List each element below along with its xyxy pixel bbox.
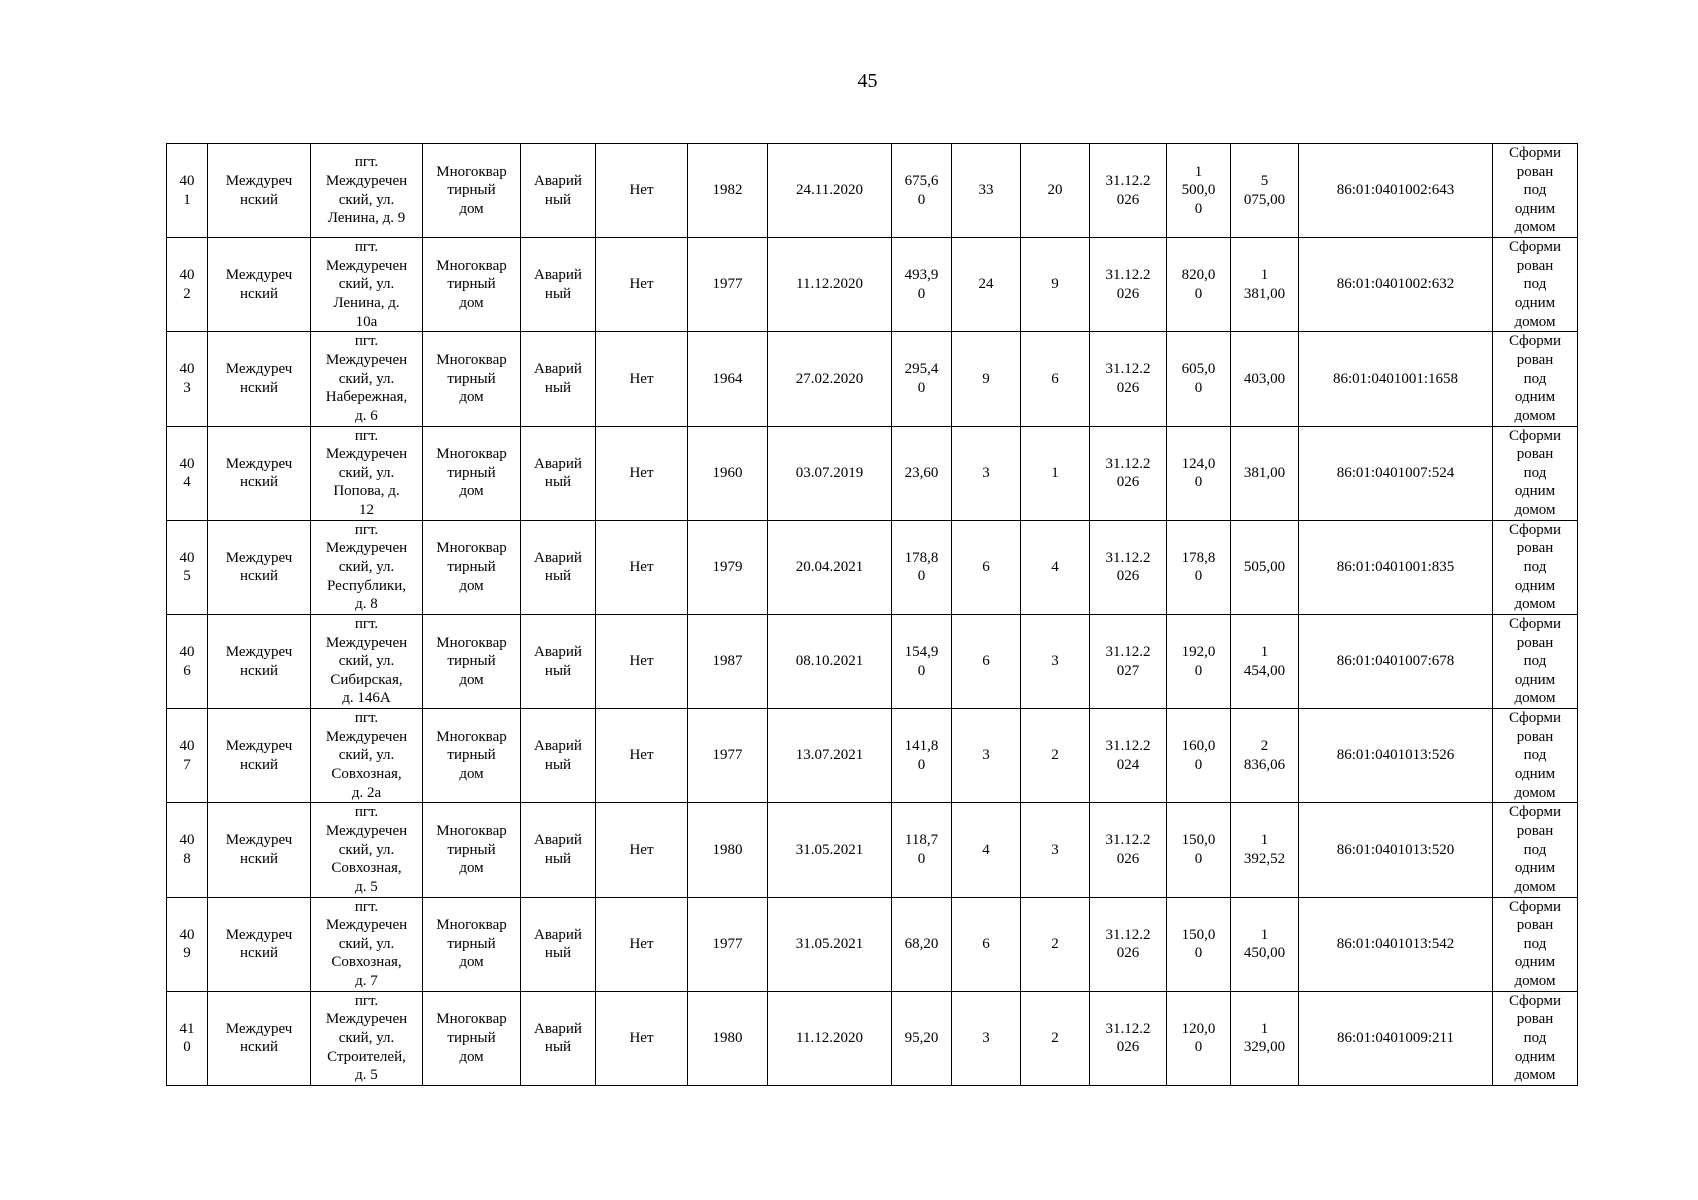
row-number-cell: 41 0 bbox=[167, 991, 208, 1085]
building-type-cell: Многоквар тирный дом bbox=[423, 332, 521, 426]
table-row bbox=[167, 991, 1578, 1085]
building-type-cell: Многоквар тирный дом bbox=[423, 709, 521, 803]
year-built-cell: 1977 bbox=[688, 238, 768, 332]
land-area-cell: 160,0 0 bbox=[1167, 709, 1231, 803]
flag-cell: Нет bbox=[596, 614, 688, 708]
cadastral-number-cell: 86:01:0401013:542 bbox=[1299, 897, 1493, 991]
apartments-cell: 2 bbox=[1021, 897, 1090, 991]
apartments-cell: 1 bbox=[1021, 426, 1090, 520]
area-cell: 141,8 0 bbox=[892, 709, 952, 803]
apartments-cell: 9 bbox=[1021, 238, 1090, 332]
year-built-cell: 1960 bbox=[688, 426, 768, 520]
building-type-cell: Многоквар тирный дом bbox=[423, 897, 521, 991]
cost-cell: 505,00 bbox=[1231, 520, 1299, 614]
building-type-cell: Многоквар тирный дом bbox=[423, 803, 521, 897]
condition-cell: Аварий ный bbox=[521, 238, 596, 332]
condition-cell: Аварий ный bbox=[521, 520, 596, 614]
district-cell: Междуреч нский bbox=[208, 614, 311, 708]
land-status-cell: Сформи рован под одним домом bbox=[1493, 709, 1578, 803]
flag-cell: Нет bbox=[596, 803, 688, 897]
table-row bbox=[167, 144, 1578, 238]
row-number-cell: 40 5 bbox=[167, 520, 208, 614]
address-cell: пгт. Междуречен ский, ул. Ленина, д. 9 bbox=[311, 144, 423, 238]
address-cell: пгт. Междуречен ский, ул. Строителей, д. 5 bbox=[311, 991, 423, 1085]
table-body bbox=[167, 144, 1578, 1086]
residents-cell: 6 bbox=[952, 520, 1021, 614]
land-status-cell: Сформи рован под одним домом bbox=[1493, 803, 1578, 897]
year-built-cell: 1980 bbox=[688, 991, 768, 1085]
residents-cell: 3 bbox=[952, 709, 1021, 803]
cost-cell: 1 381,00 bbox=[1231, 238, 1299, 332]
row-number-cell: 40 2 bbox=[167, 238, 208, 332]
condition-cell: Аварий ный bbox=[521, 991, 596, 1085]
recognition-date-cell: 11.12.2020 bbox=[768, 238, 892, 332]
address-cell: пгт. Междуречен ский, ул. Совхозная, д. 2а bbox=[311, 709, 423, 803]
year-built-cell: 1964 bbox=[688, 332, 768, 426]
address-cell: пгт. Междуречен ский, ул. Сибирская, д. 146А bbox=[311, 614, 423, 708]
table-row bbox=[167, 426, 1578, 520]
district-cell: Междуреч нский bbox=[208, 144, 311, 238]
deadline-cell: 31.12.2 026 bbox=[1090, 144, 1167, 238]
district-cell: Междуреч нский bbox=[208, 238, 311, 332]
cadastral-number-cell: 86:01:0401001:835 bbox=[1299, 520, 1493, 614]
flag-cell: Нет bbox=[596, 709, 688, 803]
residents-cell: 3 bbox=[952, 991, 1021, 1085]
deadline-cell: 31.12.2 024 bbox=[1090, 709, 1167, 803]
flag-cell: Нет bbox=[596, 332, 688, 426]
land-area-cell: 1 500,0 0 bbox=[1167, 144, 1231, 238]
district-cell: Междуреч нский bbox=[208, 520, 311, 614]
cadastral-number-cell: 86:01:0401002:632 bbox=[1299, 238, 1493, 332]
recognition-date-cell: 31.05.2021 bbox=[768, 803, 892, 897]
housing-registry-table bbox=[166, 143, 1578, 1086]
apartments-cell: 20 bbox=[1021, 144, 1090, 238]
cadastral-number-cell: 86:01:0401013:520 bbox=[1299, 803, 1493, 897]
flag-cell: Нет bbox=[596, 897, 688, 991]
year-built-cell: 1977 bbox=[688, 897, 768, 991]
address-cell: пгт. Междуречен ский, ул. Ленина, д. 10а bbox=[311, 238, 423, 332]
recognition-date-cell: 27.02.2020 bbox=[768, 332, 892, 426]
flag-cell: Нет bbox=[596, 991, 688, 1085]
condition-cell: Аварий ный bbox=[521, 897, 596, 991]
land-area-cell: 192,0 0 bbox=[1167, 614, 1231, 708]
address-cell: пгт. Междуречен ский, ул. Набережная, д. 6 bbox=[311, 332, 423, 426]
deadline-cell: 31.12.2 026 bbox=[1090, 897, 1167, 991]
area-cell: 295,4 0 bbox=[892, 332, 952, 426]
table-row bbox=[167, 614, 1578, 708]
table-row bbox=[167, 897, 1578, 991]
year-built-cell: 1980 bbox=[688, 803, 768, 897]
condition-cell: Аварий ный bbox=[521, 614, 596, 708]
address-cell: пгт. Междуречен ский, ул. Совхозная, д. 7 bbox=[311, 897, 423, 991]
building-type-cell: Многоквар тирный дом bbox=[423, 614, 521, 708]
cost-cell: 2 836,06 bbox=[1231, 709, 1299, 803]
deadline-cell: 31.12.2 026 bbox=[1090, 426, 1167, 520]
recognition-date-cell: 11.12.2020 bbox=[768, 991, 892, 1085]
area-cell: 675,6 0 bbox=[892, 144, 952, 238]
cadastral-number-cell: 86:01:0401013:526 bbox=[1299, 709, 1493, 803]
recognition-date-cell: 31.05.2021 bbox=[768, 897, 892, 991]
deadline-cell: 31.12.2 027 bbox=[1090, 614, 1167, 708]
land-status-cell: Сформи рован под одним домом bbox=[1493, 238, 1578, 332]
land-status-cell: Сформи рован под одним домом bbox=[1493, 332, 1578, 426]
apartments-cell: 6 bbox=[1021, 332, 1090, 426]
table-row bbox=[167, 238, 1578, 332]
land-status-cell: Сформи рован под одним домом bbox=[1493, 897, 1578, 991]
district-cell: Междуреч нский bbox=[208, 897, 311, 991]
condition-cell: Аварий ный bbox=[521, 332, 596, 426]
address-cell: пгт. Междуречен ский, ул. Попова, д. 12 bbox=[311, 426, 423, 520]
deadline-cell: 31.12.2 026 bbox=[1090, 991, 1167, 1085]
address-cell: пгт. Междуречен ский, ул. Республики, д. 8 bbox=[311, 520, 423, 614]
district-cell: Междуреч нский bbox=[208, 332, 311, 426]
cadastral-number-cell: 86:01:0401001:1658 bbox=[1299, 332, 1493, 426]
apartments-cell: 4 bbox=[1021, 520, 1090, 614]
row-number-cell: 40 6 bbox=[167, 614, 208, 708]
land-area-cell: 178,8 0 bbox=[1167, 520, 1231, 614]
cost-cell: 1 450,00 bbox=[1231, 897, 1299, 991]
flag-cell: Нет bbox=[596, 520, 688, 614]
land-status-cell: Сформи рован под одним домом bbox=[1493, 144, 1578, 238]
row-number-cell: 40 4 bbox=[167, 426, 208, 520]
cost-cell: 403,00 bbox=[1231, 332, 1299, 426]
residents-cell: 9 bbox=[952, 332, 1021, 426]
row-number-cell: 40 1 bbox=[167, 144, 208, 238]
building-type-cell: Многоквар тирный дом bbox=[423, 520, 521, 614]
apartments-cell: 3 bbox=[1021, 614, 1090, 708]
land-area-cell: 150,0 0 bbox=[1167, 897, 1231, 991]
building-type-cell: Многоквар тирный дом bbox=[423, 144, 521, 238]
land-area-cell: 820,0 0 bbox=[1167, 238, 1231, 332]
recognition-date-cell: 03.07.2019 bbox=[768, 426, 892, 520]
recognition-date-cell: 24.11.2020 bbox=[768, 144, 892, 238]
area-cell: 95,20 bbox=[892, 991, 952, 1085]
condition-cell: Аварий ный bbox=[521, 144, 596, 238]
address-cell: пгт. Междуречен ский, ул. Совхозная, д. 5 bbox=[311, 803, 423, 897]
table-row bbox=[167, 332, 1578, 426]
deadline-cell: 31.12.2 026 bbox=[1090, 520, 1167, 614]
cost-cell: 1 329,00 bbox=[1231, 991, 1299, 1085]
cadastral-number-cell: 86:01:0401007:678 bbox=[1299, 614, 1493, 708]
year-built-cell: 1982 bbox=[688, 144, 768, 238]
area-cell: 178,8 0 bbox=[892, 520, 952, 614]
flag-cell: Нет bbox=[596, 238, 688, 332]
area-cell: 68,20 bbox=[892, 897, 952, 991]
cost-cell: 381,00 bbox=[1231, 426, 1299, 520]
cadastral-number-cell: 86:01:0401002:643 bbox=[1299, 144, 1493, 238]
building-type-cell: Многоквар тирный дом bbox=[423, 426, 521, 520]
condition-cell: Аварий ный bbox=[521, 709, 596, 803]
cost-cell: 1 454,00 bbox=[1231, 614, 1299, 708]
apartments-cell: 3 bbox=[1021, 803, 1090, 897]
area-cell: 493,9 0 bbox=[892, 238, 952, 332]
residents-cell: 33 bbox=[952, 144, 1021, 238]
row-number-cell: 40 3 bbox=[167, 332, 208, 426]
land-status-cell: Сформи рован под одним домом bbox=[1493, 520, 1578, 614]
condition-cell: Аварий ный bbox=[521, 803, 596, 897]
residents-cell: 6 bbox=[952, 897, 1021, 991]
flag-cell: Нет bbox=[596, 144, 688, 238]
land-area-cell: 120,0 0 bbox=[1167, 991, 1231, 1085]
row-number-cell: 40 9 bbox=[167, 897, 208, 991]
district-cell: Междуреч нский bbox=[208, 803, 311, 897]
land-status-cell: Сформи рован под одним домом bbox=[1493, 614, 1578, 708]
residents-cell: 3 bbox=[952, 426, 1021, 520]
deadline-cell: 31.12.2 026 bbox=[1090, 238, 1167, 332]
residents-cell: 6 bbox=[952, 614, 1021, 708]
recognition-date-cell: 08.10.2021 bbox=[768, 614, 892, 708]
flag-cell: Нет bbox=[596, 426, 688, 520]
area-cell: 154,9 0 bbox=[892, 614, 952, 708]
deadline-cell: 31.12.2 026 bbox=[1090, 332, 1167, 426]
apartments-cell: 2 bbox=[1021, 991, 1090, 1085]
building-type-cell: Многоквар тирный дом bbox=[423, 991, 521, 1085]
building-type-cell: Многоквар тирный дом bbox=[423, 238, 521, 332]
residents-cell: 24 bbox=[952, 238, 1021, 332]
table-row bbox=[167, 709, 1578, 803]
year-built-cell: 1979 bbox=[688, 520, 768, 614]
table-row bbox=[167, 803, 1578, 897]
district-cell: Междуреч нский bbox=[208, 709, 311, 803]
recognition-date-cell: 20.04.2021 bbox=[768, 520, 892, 614]
deadline-cell: 31.12.2 026 bbox=[1090, 803, 1167, 897]
land-status-cell: Сформи рован под одним домом bbox=[1493, 426, 1578, 520]
area-cell: 23,60 bbox=[892, 426, 952, 520]
row-number-cell: 40 7 bbox=[167, 709, 208, 803]
district-cell: Междуреч нский bbox=[208, 991, 311, 1085]
residents-cell: 4 bbox=[952, 803, 1021, 897]
recognition-date-cell: 13.07.2021 bbox=[768, 709, 892, 803]
row-number-cell: 40 8 bbox=[167, 803, 208, 897]
district-cell: Междуреч нский bbox=[208, 426, 311, 520]
land-area-cell: 150,0 0 bbox=[1167, 803, 1231, 897]
land-status-cell: Сформи рован под одним домом bbox=[1493, 991, 1578, 1085]
land-area-cell: 605,0 0 bbox=[1167, 332, 1231, 426]
cost-cell: 5 075,00 bbox=[1231, 144, 1299, 238]
year-built-cell: 1977 bbox=[688, 709, 768, 803]
year-built-cell: 1987 bbox=[688, 614, 768, 708]
cost-cell: 1 392,52 bbox=[1231, 803, 1299, 897]
area-cell: 118,7 0 bbox=[892, 803, 952, 897]
cadastral-number-cell: 86:01:0401007:524 bbox=[1299, 426, 1493, 520]
cadastral-number-cell: 86:01:0401009:211 bbox=[1299, 991, 1493, 1085]
table-row bbox=[167, 520, 1578, 614]
land-area-cell: 124,0 0 bbox=[1167, 426, 1231, 520]
page-number: 45 bbox=[857, 70, 878, 92]
condition-cell: Аварий ный bbox=[521, 426, 596, 520]
apartments-cell: 2 bbox=[1021, 709, 1090, 803]
